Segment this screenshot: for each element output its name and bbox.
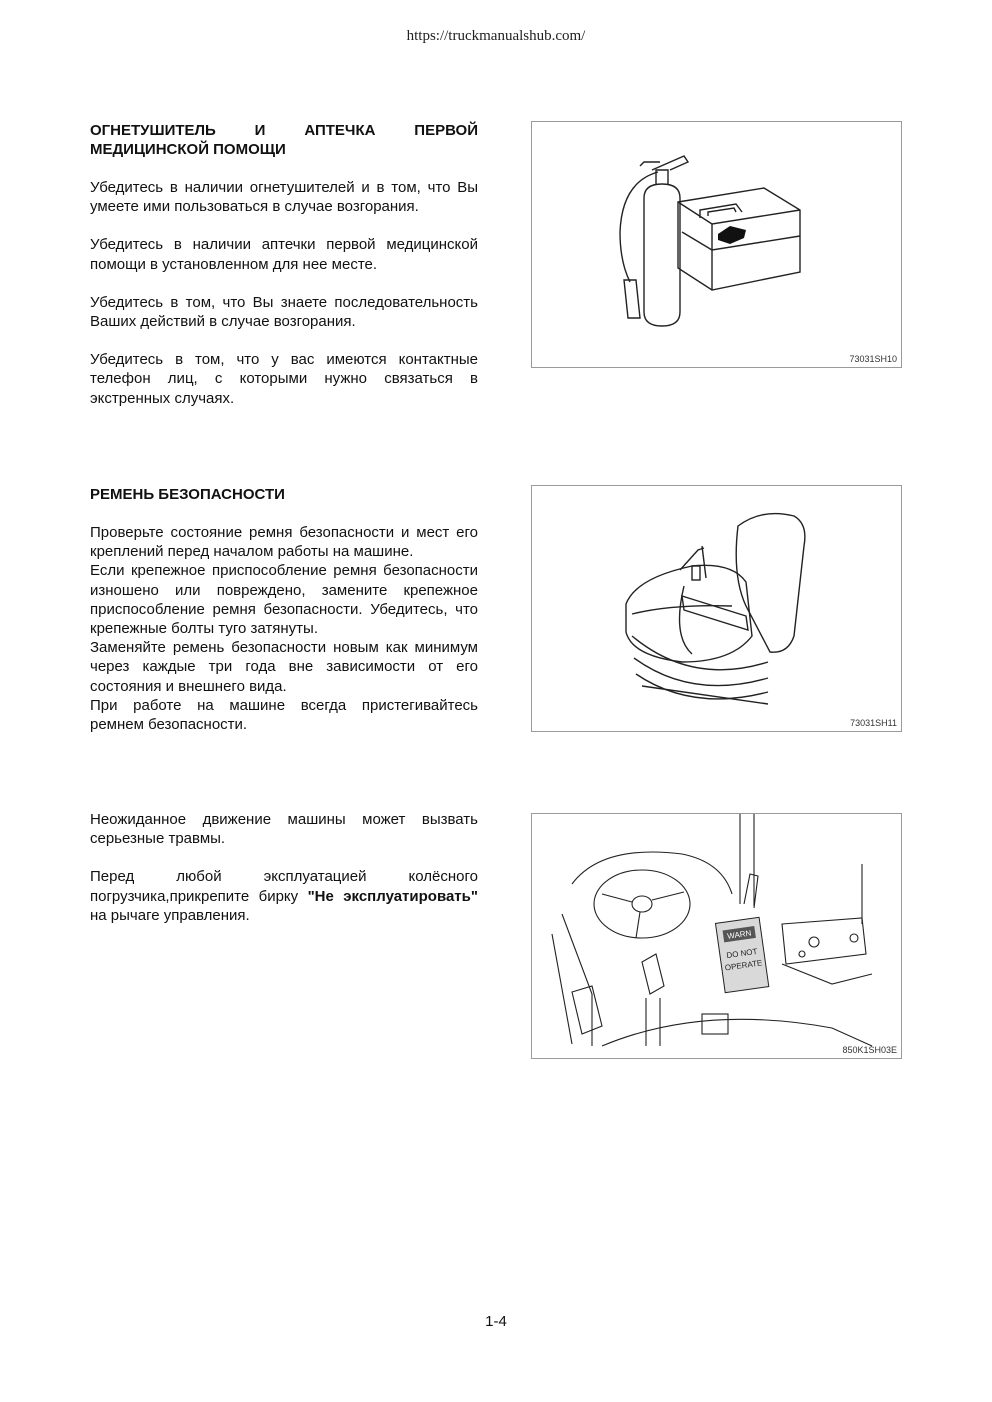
bold-tag-label: "Не эксплуатировать" xyxy=(307,887,478,905)
tag-text: WARN xyxy=(726,928,752,941)
paragraph-tag xyxy=(90,867,478,925)
text: Перед любой эксплуатацией колёсного погрузчика,прикрепите бирку xyxy=(90,868,478,905)
figure-do-not-operate-tag xyxy=(531,813,902,1059)
seat-belt-illustration xyxy=(532,486,901,731)
paragraph: Неожиданное движение машины может вызвать серьезные травмы. xyxy=(90,811,478,848)
paragraph: Убедитесь в том, что Вы знаете последовательность Ваших действий в случае возгорания. xyxy=(90,293,478,331)
tag-text: OPERATE xyxy=(724,958,763,973)
figure-code: 73031SH11 xyxy=(850,718,897,728)
paragraph: При работе на машине всегда пристегивайтесь ремнем безопасности. xyxy=(90,696,478,734)
paragraph: Убедитесь в наличии аптечки первой медицинской помощи в установленном для нее месте. xyxy=(90,236,478,273)
paragraph: Убедитесь в наличии огнетушителей и в том, что Вы умеете ими пользоваться в случае возгорания. xyxy=(90,179,478,216)
warning-tag xyxy=(715,917,768,992)
paragraph: Если крепежное приспособление ремня безопасности изношено или повреждено, замените крепежное приспособление ремня безопасности. Убедитесь, что крепежные болты туго затянуты. xyxy=(90,562,478,638)
text: на рычаге управления. xyxy=(90,906,250,924)
tag-text: DO NOT xyxy=(725,946,758,961)
section-unexpected-movement xyxy=(90,810,478,925)
section-title-fire: ОГНЕТУШИТЕЛЬ И АПТЕЧКА ПЕРВОЙ МЕДИЦИНСКОЙ ПОМОЩИ xyxy=(90,122,478,158)
section-seat-belt xyxy=(90,485,478,734)
extinguisher-first-aid-illustration xyxy=(532,122,901,367)
paragraph: Убедитесь в том, что у вас имеются контактные телефон лиц, с которыми нужно связаться в экстренных случаях. xyxy=(90,351,478,407)
section-fire-extinguisher xyxy=(90,121,478,408)
figure-code: 73031SH10 xyxy=(849,354,897,364)
paragraph: Проверьте состояние ремня безопасности и мест его креплений перед началом работы на машине. xyxy=(90,524,478,561)
cab-controls-illustration xyxy=(532,814,901,1058)
figure-seat-belt xyxy=(531,485,902,732)
page-number: 1-4 xyxy=(485,1313,507,1330)
section-title-seat-belt: РЕМЕНЬ БЕЗОПАСНОСТИ xyxy=(90,486,285,503)
figure-code: 850K1SH03E xyxy=(842,1045,897,1055)
site-url[interactable]: https://truckmanualshub.com/ xyxy=(406,28,586,44)
figure-extinguisher-first-aid xyxy=(531,121,902,368)
paragraph: Заменяйте ремень безопасности новым как минимум через каждые три года вне зависимости от его состояния и внешнего вида. xyxy=(90,639,478,695)
